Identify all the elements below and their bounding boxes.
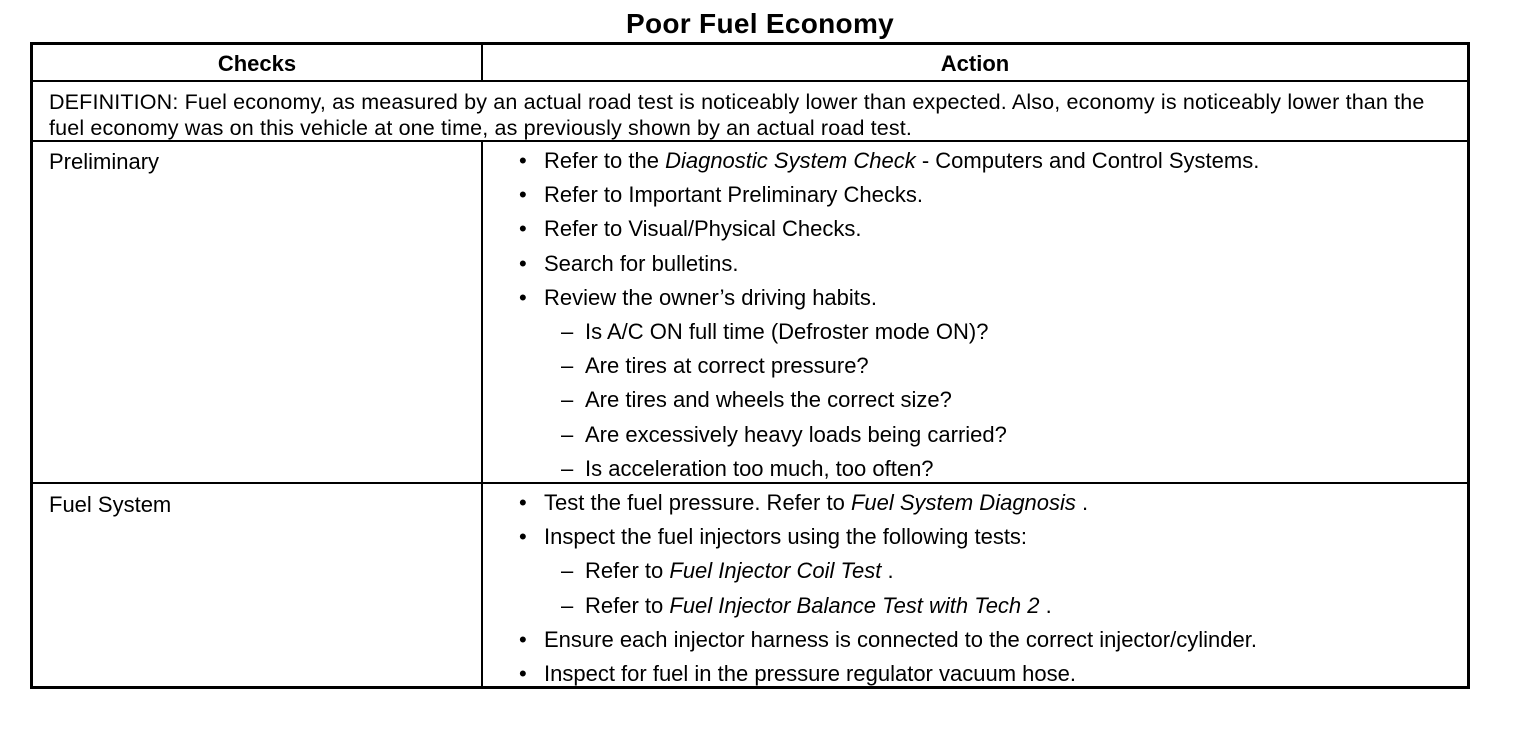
sub-list-item: – Refer to Fuel Injector Coil Test .: [519, 556, 1257, 590]
dash-marker: –: [561, 387, 574, 413]
check-preliminary: Preliminary: [49, 149, 160, 174]
document-reference: Fuel Injector Coil Test: [669, 558, 882, 584]
dash-marker: –: [561, 318, 574, 344]
bullet-marker: •: [519, 250, 527, 276]
document-reference: Fuel System Diagnosis: [850, 490, 1076, 515]
column-divider: [481, 140, 483, 686]
list-item: • Test the fuel pressure. Refer to Fuel System Diagnosis .: [519, 488, 1257, 522]
sub-list-item: – Are tires at correct pressure?: [519, 351, 1259, 385]
dash-marker: –: [561, 353, 574, 379]
list-item: • Search for bulletins.: [519, 249, 1259, 283]
sub-list-item: – Is acceleration too much, too often?: [519, 454, 1259, 488]
bullet-marker: •: [519, 490, 527, 515]
dash-marker: –: [561, 592, 574, 618]
document-reference: Fuel Injector Balance Test with Tech 2: [669, 592, 1040, 618]
header-divider: [33, 80, 1467, 82]
dash-marker: –: [561, 558, 574, 584]
definition-text: DEFINITION: Fuel economy, as measured by an actual road test is noticeably lower than expected. Also, economy is noticeably lower than the fuel economy was on this vehicle at one time, as previously shown by an actual road test.: [49, 90, 1425, 140]
bullet-marker: •: [519, 182, 527, 208]
list-item: • Refer to Visual/Physical Checks.: [519, 214, 1259, 248]
bullet-marker: •: [519, 216, 527, 242]
bullet-marker: •: [519, 148, 527, 173]
dash-marker: –: [561, 421, 574, 447]
page-title: Poor Fuel Economy: [625, 8, 895, 39]
bullet-marker: •: [519, 660, 527, 686]
document-reference: Diagnostic System Check: [665, 148, 916, 173]
check-fuel-system: Fuel System: [49, 492, 172, 517]
list-item: • Refer to the Diagnostic System Check - Computers and Control Systems.: [519, 146, 1259, 180]
action-column-header: Action: [940, 51, 1010, 76]
sub-list-item: – Refer to Fuel Injector Balance Test with Tech 2 .: [519, 591, 1257, 625]
sub-list-item: – Are tires and wheels the correct size?: [519, 385, 1259, 419]
list-item: • Refer to Important Preliminary Checks.: [519, 180, 1259, 214]
list-item: • Inspect for fuel in the pressure regulator vacuum hose.: [519, 659, 1257, 693]
list-item: • Inspect the fuel injectors using the following tests:: [519, 522, 1257, 556]
sub-list-item: – Are excessively heavy loads being carried?: [519, 420, 1259, 454]
checks-column-header: Checks: [217, 51, 297, 76]
sub-list-item: – Is A/C ON full time (Defroster mode ON)?: [519, 317, 1259, 351]
dash-marker: –: [561, 455, 574, 481]
fuel-system-actions: [519, 488, 1257, 693]
list-item: • Review the owner’s driving habits.: [519, 283, 1259, 317]
preliminary-actions: [519, 146, 1259, 488]
bullet-marker: •: [519, 284, 527, 310]
list-item: • Ensure each injector harness is connected to the correct injector/cylinder.: [519, 625, 1257, 659]
diagnostic-table: [30, 42, 1470, 689]
bullet-marker: •: [519, 626, 527, 652]
bullet-marker: •: [519, 524, 527, 550]
